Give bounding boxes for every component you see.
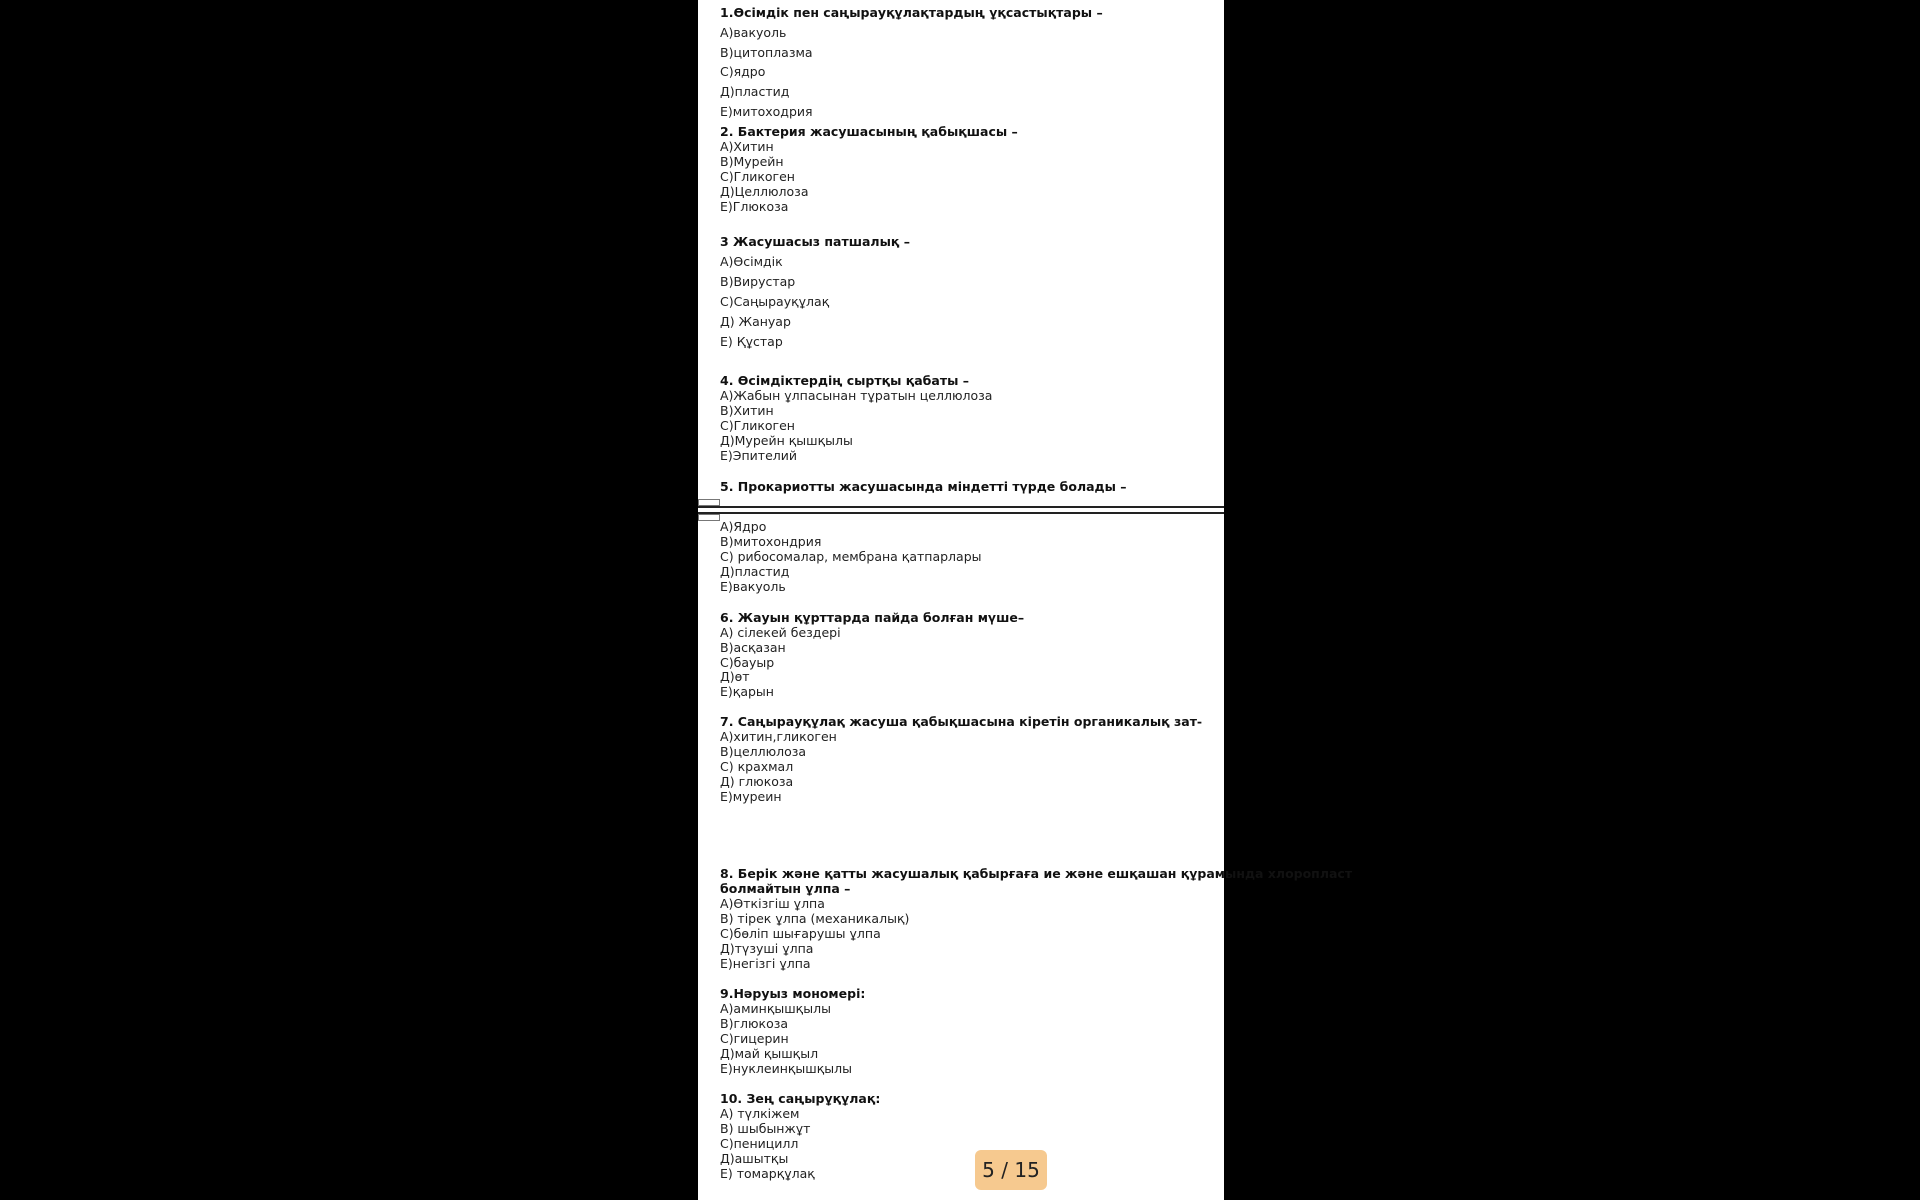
question-5-option-a: А)Ядро bbox=[720, 519, 767, 534]
question-9-option-d: Д)май қышқыл bbox=[720, 1046, 819, 1061]
page-edge-marker bbox=[698, 499, 720, 506]
question-8-option-c: С)бөліп шығарушы ұлпа bbox=[720, 926, 881, 941]
question-9-option-c: С)гицерин bbox=[720, 1031, 789, 1046]
question-10-title: 10. Зең саңырұқұлақ: bbox=[720, 1091, 881, 1106]
question-2-option-c: С)Гликоген bbox=[720, 169, 795, 184]
question-2-option-a: А)Хитин bbox=[720, 139, 774, 154]
question-8-option-b: В) тірек ұлпа (механикалық) bbox=[720, 911, 910, 926]
question-7-option-c: С) крахмал bbox=[720, 759, 794, 774]
question-8-option-a: А)Өткізгіш ұлпа bbox=[720, 896, 825, 911]
question-10-option-e: Е) томарқұлақ bbox=[720, 1166, 815, 1181]
question-7-title: 7. Саңырауқұлақ жасуша қабықшасына кіретін органикалық зат- bbox=[720, 714, 1203, 729]
question-3-option-c: С)Саңырауқұлақ bbox=[720, 294, 830, 309]
question-4-option-a: А)Жабын ұлпасынан тұратын целлюлоза bbox=[720, 388, 993, 403]
question-4-option-d: Д)Мурейн қышқылы bbox=[720, 433, 853, 448]
question-6-option-d: Д)өт bbox=[720, 669, 750, 684]
question-3-option-b: В)Вирустар bbox=[720, 274, 796, 289]
document-page-bottom bbox=[698, 514, 1353, 1200]
question-3-option-e: Е) Құстар bbox=[720, 334, 783, 349]
question-10-option-d: Д)ашытқы bbox=[720, 1151, 789, 1166]
question-5-title: 5. Прокариотты жасушасында міндетті түрде болады – bbox=[720, 479, 1127, 494]
question-6-option-e: Е)қарын bbox=[720, 684, 774, 699]
question-3-option-a: А)Өсімдік bbox=[720, 254, 783, 269]
question-9-option-e: Е)нуклеинқышқылы bbox=[720, 1061, 853, 1076]
question-7-option-e: Е)муреин bbox=[720, 789, 782, 804]
question-2-option-e: Е)Глюкоза bbox=[720, 199, 789, 214]
question-5-option-e: Е)вакуоль bbox=[720, 579, 786, 594]
question-7-option-b: В)целлюлоза bbox=[720, 744, 807, 759]
question-5-option-b: В)митохондрия bbox=[720, 534, 822, 549]
question-1-option-b: В)цитоплазма bbox=[720, 45, 813, 60]
question-9-option-b: В)глюкоза bbox=[720, 1016, 789, 1031]
question-4-option-e: Е)Эпителий bbox=[720, 448, 798, 463]
question-6-option-c: С)бауыр bbox=[720, 655, 775, 670]
question-5-option-c: С) рибосомалар, мембрана қатпарлары bbox=[720, 549, 982, 564]
question-7-option-a: А)хитин,гликоген bbox=[720, 729, 837, 744]
question-8-title-line2: болмайтын ұлпа – bbox=[720, 881, 851, 896]
question-10-option-b: В) шыбынжұт bbox=[720, 1121, 811, 1136]
question-8-title: 8. Берік және қатты жасушалық қабырғаға ие және ешқашан құрамында хлоропласт bbox=[720, 866, 1353, 881]
question-8-option-d: Д)түзуші ұлпа bbox=[720, 941, 814, 956]
question-1-option-e: Е)митоходрия bbox=[720, 104, 813, 119]
question-3-option-d: Д) Жануар bbox=[720, 314, 791, 329]
question-5-option-d: Д)пластид bbox=[720, 564, 790, 579]
question-1-option-a: А)вакуоль bbox=[720, 25, 787, 40]
question-2-option-b: В)Мурейн bbox=[720, 154, 784, 169]
page-separator bbox=[698, 506, 1224, 514]
document-page-top bbox=[698, 0, 1224, 506]
question-2-title: 2. Бактерия жасушасының қабықшасы – bbox=[720, 124, 1018, 139]
question-3-title: 3 Жасушасыз патшалық – bbox=[720, 234, 910, 249]
question-1-option-c: С)ядро bbox=[720, 64, 766, 79]
question-7-option-d: Д) глюкоза bbox=[720, 774, 794, 789]
question-4-title: 4. Өсімдіктердің сыртқы қабаты – bbox=[720, 373, 969, 388]
question-6-option-a: А) сілекей бездері bbox=[720, 625, 841, 640]
page-edge-marker bbox=[698, 514, 720, 521]
question-1-title: 1.Өсімдік пен саңырауқұлақтардың ұқсастықтары – bbox=[720, 5, 1103, 20]
question-6-title: 6. Жауын құрттарда пайда болған мүше– bbox=[720, 610, 1025, 625]
question-8-option-e: Е)негізгі ұлпа bbox=[720, 956, 811, 971]
question-4-option-c: С)Гликоген bbox=[720, 418, 795, 433]
question-1-option-d: Д)пластид bbox=[720, 84, 790, 99]
question-9-option-a: А)аминқышқылы bbox=[720, 1001, 831, 1016]
question-10-option-c: С)пеницилл bbox=[720, 1136, 799, 1151]
question-6-option-b: В)асқазан bbox=[720, 640, 786, 655]
question-10-option-a: А) түлкіжем bbox=[720, 1106, 800, 1121]
page-counter: 5 / 15 bbox=[975, 1150, 1047, 1190]
question-9-title: 9.Нәруыз мономері: bbox=[720, 986, 866, 1001]
question-2-option-d: Д)Целлюлоза bbox=[720, 184, 809, 199]
question-4-option-b: В)Хитин bbox=[720, 403, 774, 418]
